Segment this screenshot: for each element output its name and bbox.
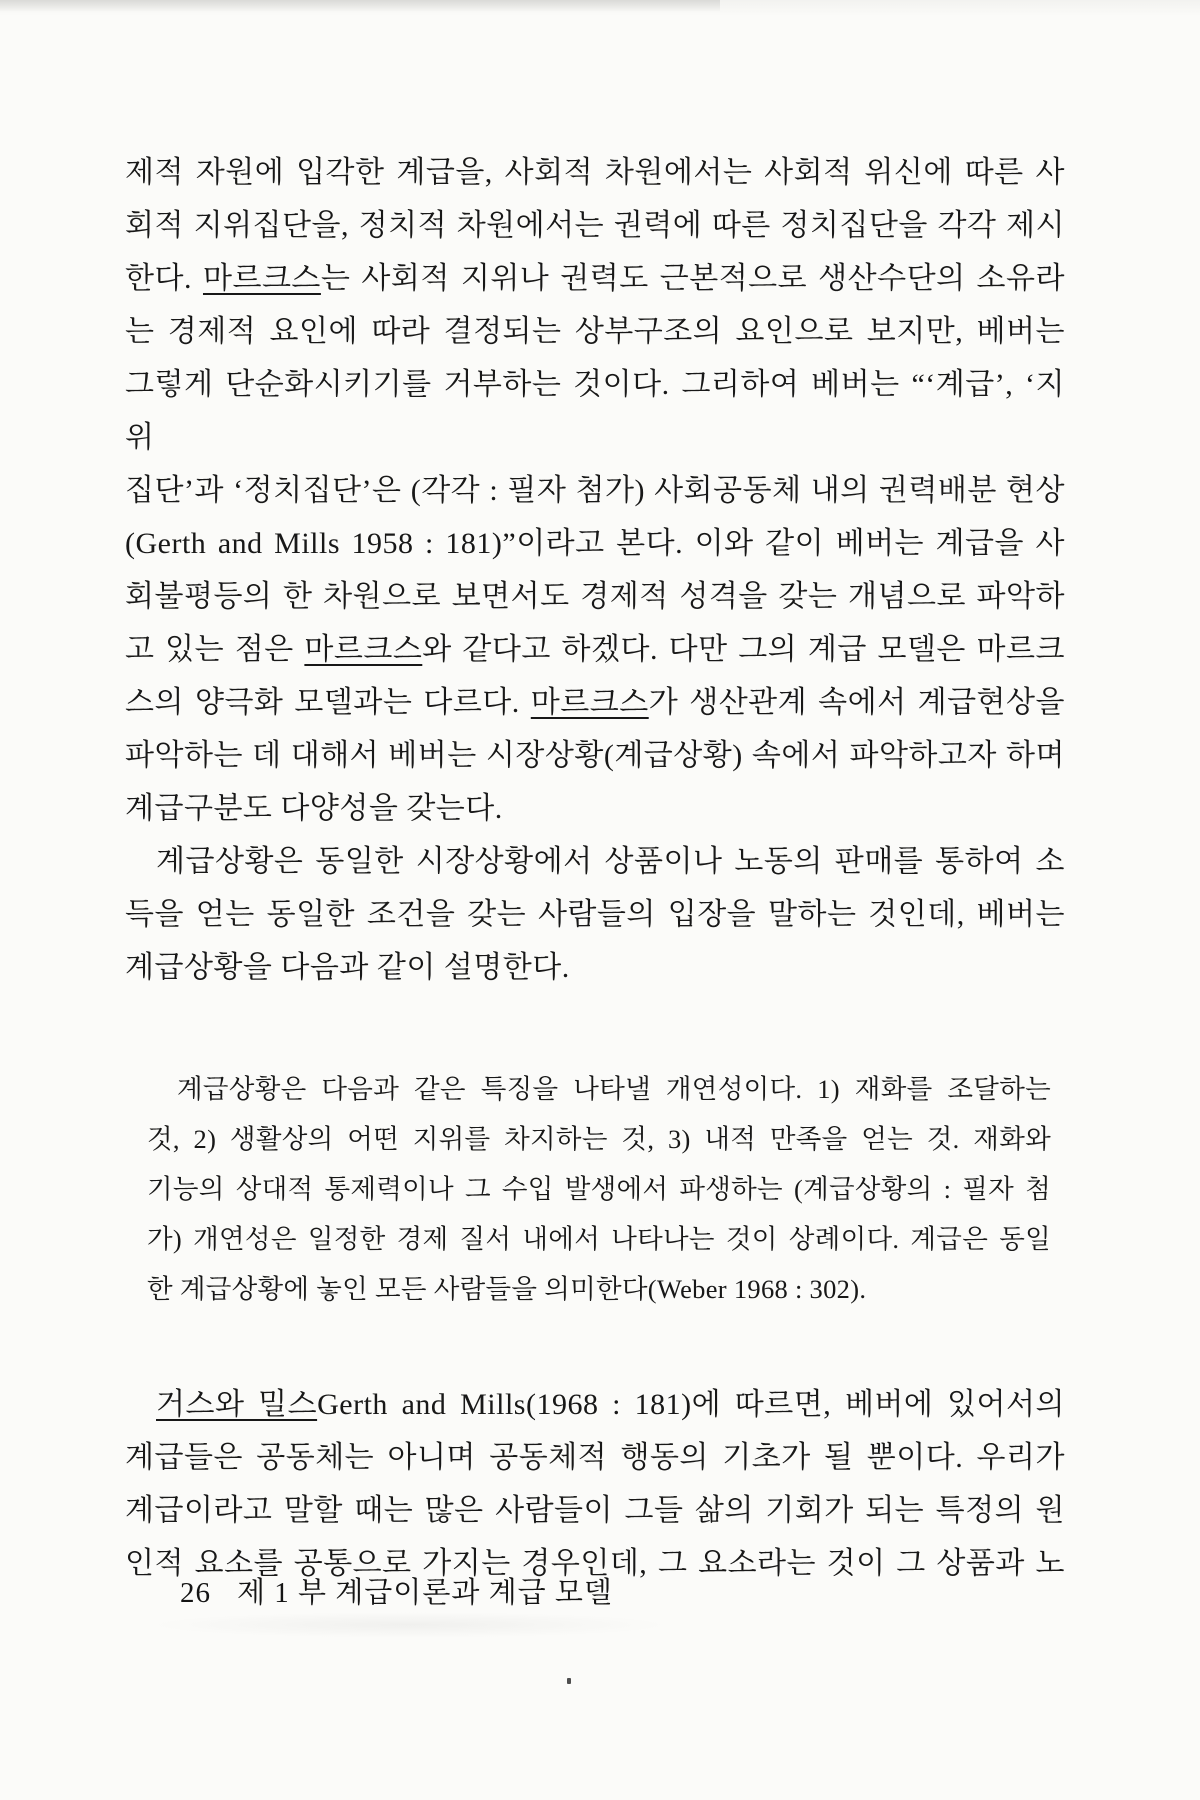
running-title: 제 1 부 계급이론과 계급 모델 <box>237 1577 613 1609</box>
text-line: 회적 지위집단을, 정치적 차원에서는 권력에 따른 정치집단을 각각 제시 <box>125 209 1065 242</box>
page-footer <box>180 1572 613 1614</box>
text-line: 그렇게 단순화시키기를 거부하는 것이다. 그리하여 베버는 “‘계급’, ‘지위 <box>125 368 1065 454</box>
quote-line: 기능의 상대적 통제력이나 그 수입 발생에서 파생하는 (계급상황의 : 필자 첨 <box>147 1174 1051 1204</box>
text-line: 제적 자원에 입각한 계급을, 사회적 차원에서는 사회적 위신에 따른 사 <box>125 156 1065 189</box>
scan-smudge <box>150 1612 670 1638</box>
text-line: 파악하는 데 대해서 베버는 시장상황(계급상황) 속에서 파악하고자 하며 <box>125 739 1065 772</box>
quote-line: 계급상황은 다음과 같은 특징을 나타낼 개연성이다. 1) 재화를 조달하는 <box>177 1074 1051 1104</box>
text-line: 집단’과 ‘정치집단’은 (각각 : 필자 첨가) 사회공동체 내의 권력배분 현상 <box>125 474 1065 507</box>
text-line: 한다. 마르크스는 사회적 지위나 권력도 근본적으로 생산수단의 소유라 <box>125 262 1065 295</box>
paragraph-3 <box>125 1378 1065 1590</box>
text-line: 계급들은 공동체는 아니며 공동체적 행동의 기초가 될 뿐이다. 우리가 <box>125 1441 1065 1474</box>
scan-dot-artifact <box>567 1678 571 1684</box>
text-line: (Gerth and Mills 1958 : 181)”이라고 본다. 이와 같이 베버는 계급을 사 <box>125 527 1065 560</box>
text-line: 는 경제적 요인에 따라 결정되는 상부구조의 요인으로 보지만, 베버는 <box>125 315 1065 348</box>
paragraph-1 <box>125 146 1065 835</box>
quote-line: 한 계급상황에 놓인 모든 사람들을 의미한다(Weber 1968 : 302). <box>147 1274 867 1304</box>
text-line: 계급상황은 동일한 시장상황에서 상품이나 노동의 판매를 통하여 소 <box>156 845 1065 878</box>
text-line: 계급상황을 다음과 같이 설명한다. <box>125 951 570 984</box>
text-line: 인적 요소를 공통으로 가지는 경우인데, 그 요소라는 것이 그 상품과 노 <box>125 1547 1065 1580</box>
scan-shading <box>0 0 720 12</box>
page-number: 26 <box>180 1577 211 1609</box>
text-line: 거스와 밀스Gerth and Mills(1968 : 181)에 따르면, 베버에 있어서의 <box>156 1388 1065 1421</box>
text-block <box>125 146 1065 1590</box>
text-line: 계급이라고 말할 때는 많은 사람들이 그들 삶의 기회가 되는 특정의 원 <box>125 1494 1065 1527</box>
text-line: 계급구분도 다양성을 갖는다. <box>125 792 503 825</box>
text-line: 득을 얻는 동일한 조건을 갖는 사람들의 입장을 말하는 것인데, 베버는 <box>125 898 1065 931</box>
paragraph-2 <box>125 835 1065 994</box>
quote-line: 가) 개연성은 일정한 경제 질서 내에서 나타나는 것이 상례이다. 계급은 동일 <box>147 1224 1051 1254</box>
quote-line: 것, 2) 생활상의 어떤 지위를 차지하는 것, 3) 내적 만족을 얻는 것. 재화와 <box>147 1124 1051 1154</box>
block-quote <box>147 1064 1051 1314</box>
text-line: 고 있는 점은 마르크스와 같다고 하겠다. 다만 그의 계급 모델은 마르크 <box>125 633 1065 666</box>
text-line: 회불평등의 한 차원으로 보면서도 경제적 성격을 갖는 개념으로 파악하 <box>125 580 1065 613</box>
text-line: 스의 양극화 모델과는 다르다. 마르크스가 생산관계 속에서 계급현상을 <box>125 686 1065 719</box>
